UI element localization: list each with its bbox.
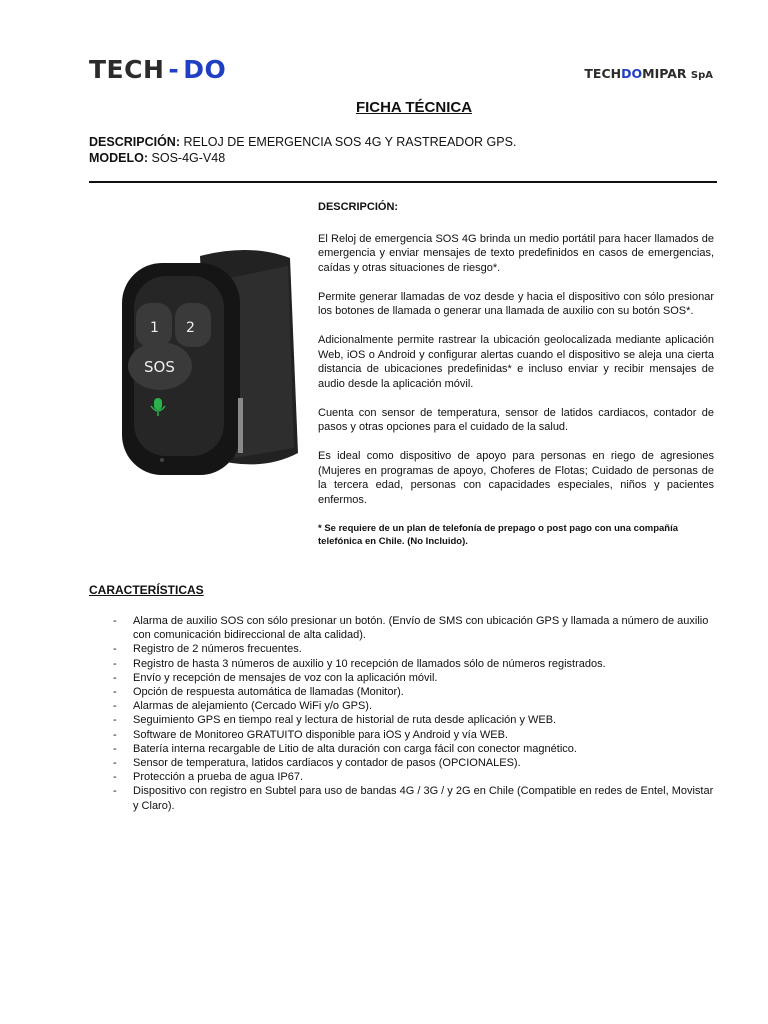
button-2-label: 2 — [186, 320, 195, 336]
list-item: - Software de Monitoreo GRATUITO disponible para iOS y Android y vía WEB. — [113, 728, 718, 742]
list-item: - Envío y recepción de mensajes de voz con la aplicación móvil. — [113, 671, 718, 685]
description-paragraph: Permite generar llamadas de voz desde y hacia el dispositivo con sólo presionar los botones de llamada o generar una llamada de auxilio con su botón SOS*. — [318, 290, 714, 317]
list-item: - Registro de hasta 3 números de auxilio y 10 recepción de llamados sólo de números registrados. — [113, 657, 718, 671]
watch-product-image — [100, 238, 300, 488]
list-item: - Alarma de auxilio SOS con sólo presionar un botón. (Envío de SMS con ubicación GPS y llamada a número de auxilio con comunicación bidireccional de alta calidad). — [113, 614, 718, 642]
product-meta — [89, 134, 516, 166]
meta-model-line: MODELO: SOS-4G-V48 — [89, 151, 226, 165]
techdo-logo: TECH - DO — [89, 55, 227, 84]
list-item: - Seguimiento GPS en tiempo real y lectura de historial de ruta desde aplicación y WEB. — [113, 713, 718, 727]
meta-description-line: DESCRIPCIÓN: RELOJ DE EMERGENCIA SOS 4G Y RASTREADOR GPS. — [89, 135, 517, 149]
features-title: CARACTERÍSTICAS — [89, 583, 204, 597]
description-header: DESCRIPCIÓN: — [318, 201, 399, 213]
description-section — [318, 200, 714, 562]
plan-note: * Se requiere de un plan de telefonía de prepago o post pago con una compañía telefónica en Chile. (No Incluido). — [318, 522, 679, 547]
header-divider — [89, 181, 717, 183]
description-paragraph: El Reloj de emergencia SOS 4G brinda un medio portátil para hacer llamados de emergencia y enviar mensajes de texto predefinidos en casos de emergencias, caídas y otras situaciones de riesgo*. — [318, 232, 714, 274]
sos-label: SOS — [144, 358, 175, 376]
list-item: - Batería interna recargable de Litio de alta duración con carga fácil con conector magnético. — [113, 742, 718, 756]
features-list — [113, 614, 718, 813]
button-1-label: 1 — [150, 320, 159, 336]
list-item: - Sensor de temperatura, latidos cardiacos y contador de pasos (OPCIONALES). — [113, 756, 718, 770]
list-item: - Registro de 2 números frecuentes. — [113, 642, 718, 656]
list-item: - Alarmas de alejamiento (Cercado WiFi y/o GPS). — [113, 699, 718, 713]
techdomipar-logo: TECHDOMIPAR SpA — [584, 66, 713, 81]
list-item: - Protección a prueba de agua IP67. — [113, 770, 718, 784]
description-paragraph: Adicionalmente permite rastrear la ubicación geolocalizada mediante aplicación Web, iOS o Android y configurar alertas cuando el dispositivo se aleja una cierta distancia de ubicaciones predefinidas* e incluso enviar y recibir mensajes de audio desde la aplicación móvil. — [318, 334, 714, 390]
page-title: FICHA TÉCNICA — [355, 99, 473, 116]
list-item: - Dispositivo con registro en Subtel para uso de bandas 4G / 3G / y 2G en Chile (Compatible en redes de Entel, Movistar y Claro). — [113, 784, 718, 812]
description-paragraph: Es ideal como dispositivo de apoyo para personas en riego de agresiones (Mujeres en programas de apoyo, Choferes de Flotas; Cuidado de personas de la tercera edad, personas con capacidades especiales, niños y pacientes enfermos. — [318, 450, 714, 506]
description-paragraph: Cuenta con sensor de temperatura, sensor de latidos cardiacos, contador de pasos y otras opciones para el cuidado de la salud. — [318, 406, 714, 433]
list-item: - Opción de respuesta automática de llamadas (Monitor). — [113, 685, 718, 699]
